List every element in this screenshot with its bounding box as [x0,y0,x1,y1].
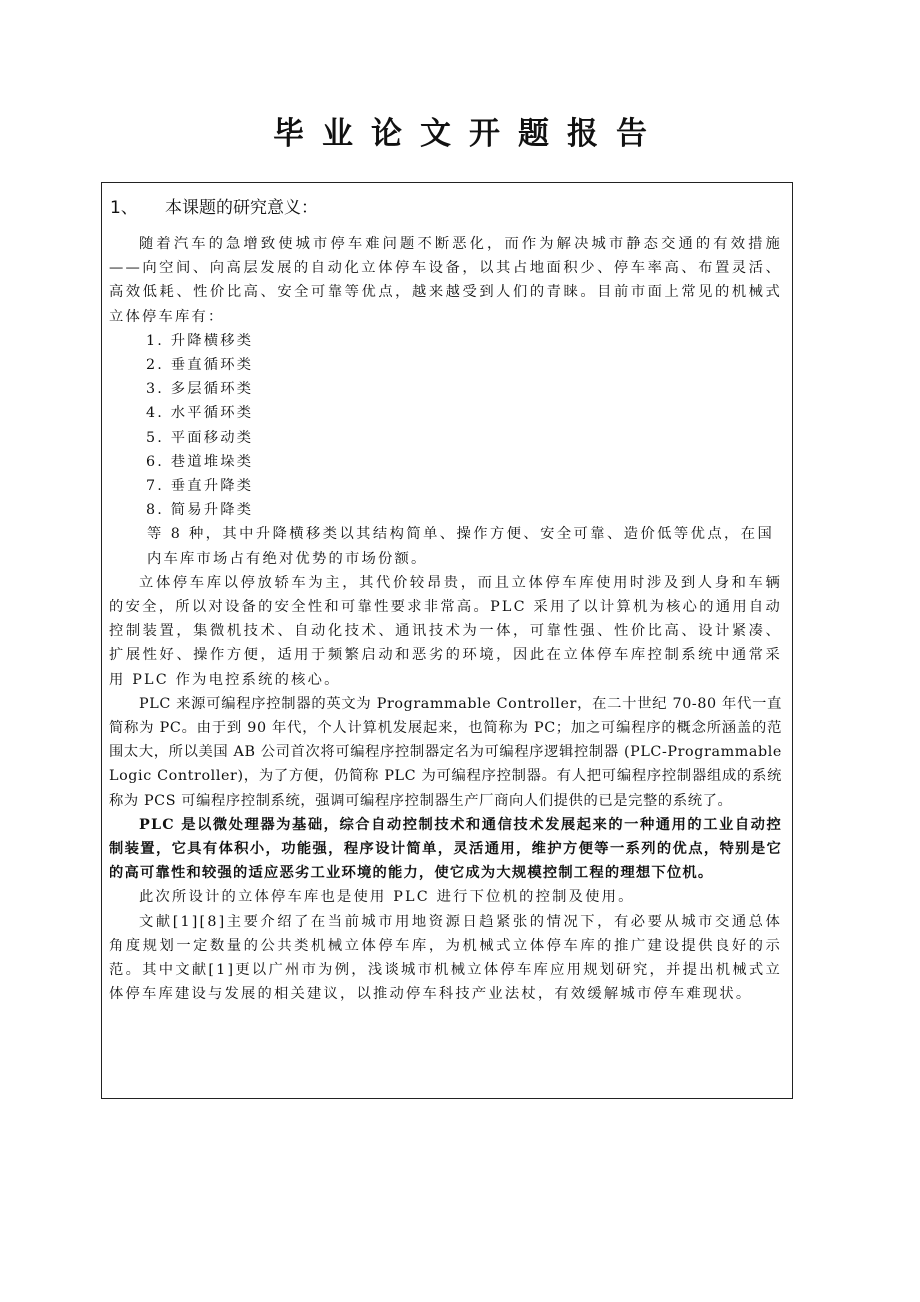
intro-paragraph: 随着汽车的急增致使城市停车难问题不断恶化，而作为解决城市静态交通的有效措施——向空间、向高层发展的自动化立体停车设备，以其占地面积少、停车率高、布置灵活、高效低耗、性价比高、安全可靠等优点，越来越受到人们的青睐。目前市面上常见的机械式立体停车库有： [109,236,782,325]
garage-type-list [109,329,782,523]
list-item: 1. 升降横移类 [146,332,254,349]
list-item: 3. 多层循环类 [146,381,254,398]
body-paragraph-references: 文献[1][8]主要介绍了在当前城市用地资源日趋紧张的情况下，有必要从城市交通总体角度规划一定数量的公共类机械立体停车库，为机械式立体停车库的推广建设提供良好的示范。其中文献[1]更以广州市为例，浅谈城市机械立体停车库应用规划研究，并提出机械式立体停车库建设与发展的相关建议，以推动停车科技产业法杖，有效缓解城市停车难现状。 [109,913,782,1003]
section-title: 本课题的研究意义： [165,198,318,218]
list-summary-paragraph: 等 8 种，其中升降横移类以其结构简单、操作方便、安全可靠、造价低等优点，在国内车库市场占有绝对优势的市场份额。 [147,526,774,567]
list-item: 5. 平面移动类 [146,429,254,446]
list-item: 2. 垂直循环类 [146,357,254,374]
body-paragraph-design-note: 此次所设计的立体停车库也是使用 PLC 进行下位机的控制及使用。 [139,889,635,906]
page-title: 毕业论文开题报告 [273,116,665,152]
body-paragraph-plc-origin: PLC 来源可编程序控制器的英文为 Programmable Controller，在二十世纪 70-80 年代一直简称为 PC。由于到 90 年代，个人计算机发展起来，也简称为 PC；加之可编程序的概念所涵盖的范围太大，所以美国 AB 公司首次将可编程序控制器定名为可编程序逻辑控制器 (PLC-Programmable Logic Controller)，为了方便，仍简称 PLC 为可编程序控制器。有人把可编程序控制器组成的系统称为 PCS 可编程序控制系统，强调可编程序控制器生产厂商向人们提供的已是完整的系统了。 [109,695,782,809]
section-number: 1、 [110,198,138,218]
list-item: 6. 巷道堆垛类 [146,453,254,470]
list-item: 8. 简易升降类 [146,502,254,519]
report-body [109,232,782,1007]
list-item: 4. 水平循环类 [146,405,254,422]
list-item: 7. 垂直升降类 [146,478,254,495]
section-heading [110,196,318,220]
body-paragraph-plc-features: PLC 是以微处理器为基础，综合自动控制技术和通信技术发展起来的一种通用的工业自动控制装置，它具有体积小，功能强，程序设计简单，灵活通用，维护方便等一系列的优点，特别是它的高可靠性和较强的适应恶劣工业环境的能力，使它成为大规模控制工程的理想下位机。 [109,816,782,882]
body-paragraph-plc-role: 立体停车库以停放轿车为主，其代价较昂贵，而且立体停车库使用时涉及到人身和车辆的安全，所以对设备的安全性和可靠性要求非常高。PLC 采用了以计算机为核心的通用自动控制装置，集微机技术、自动化技术、通讯技术为一体，可靠性强、性价比高、设计紧凑、扩展性好、操作方便，适用于频繁启动和恶劣的环境，因此在立体停车库控制系统中通常采用 PLC 作为电控系统的核心。 [109,574,782,688]
